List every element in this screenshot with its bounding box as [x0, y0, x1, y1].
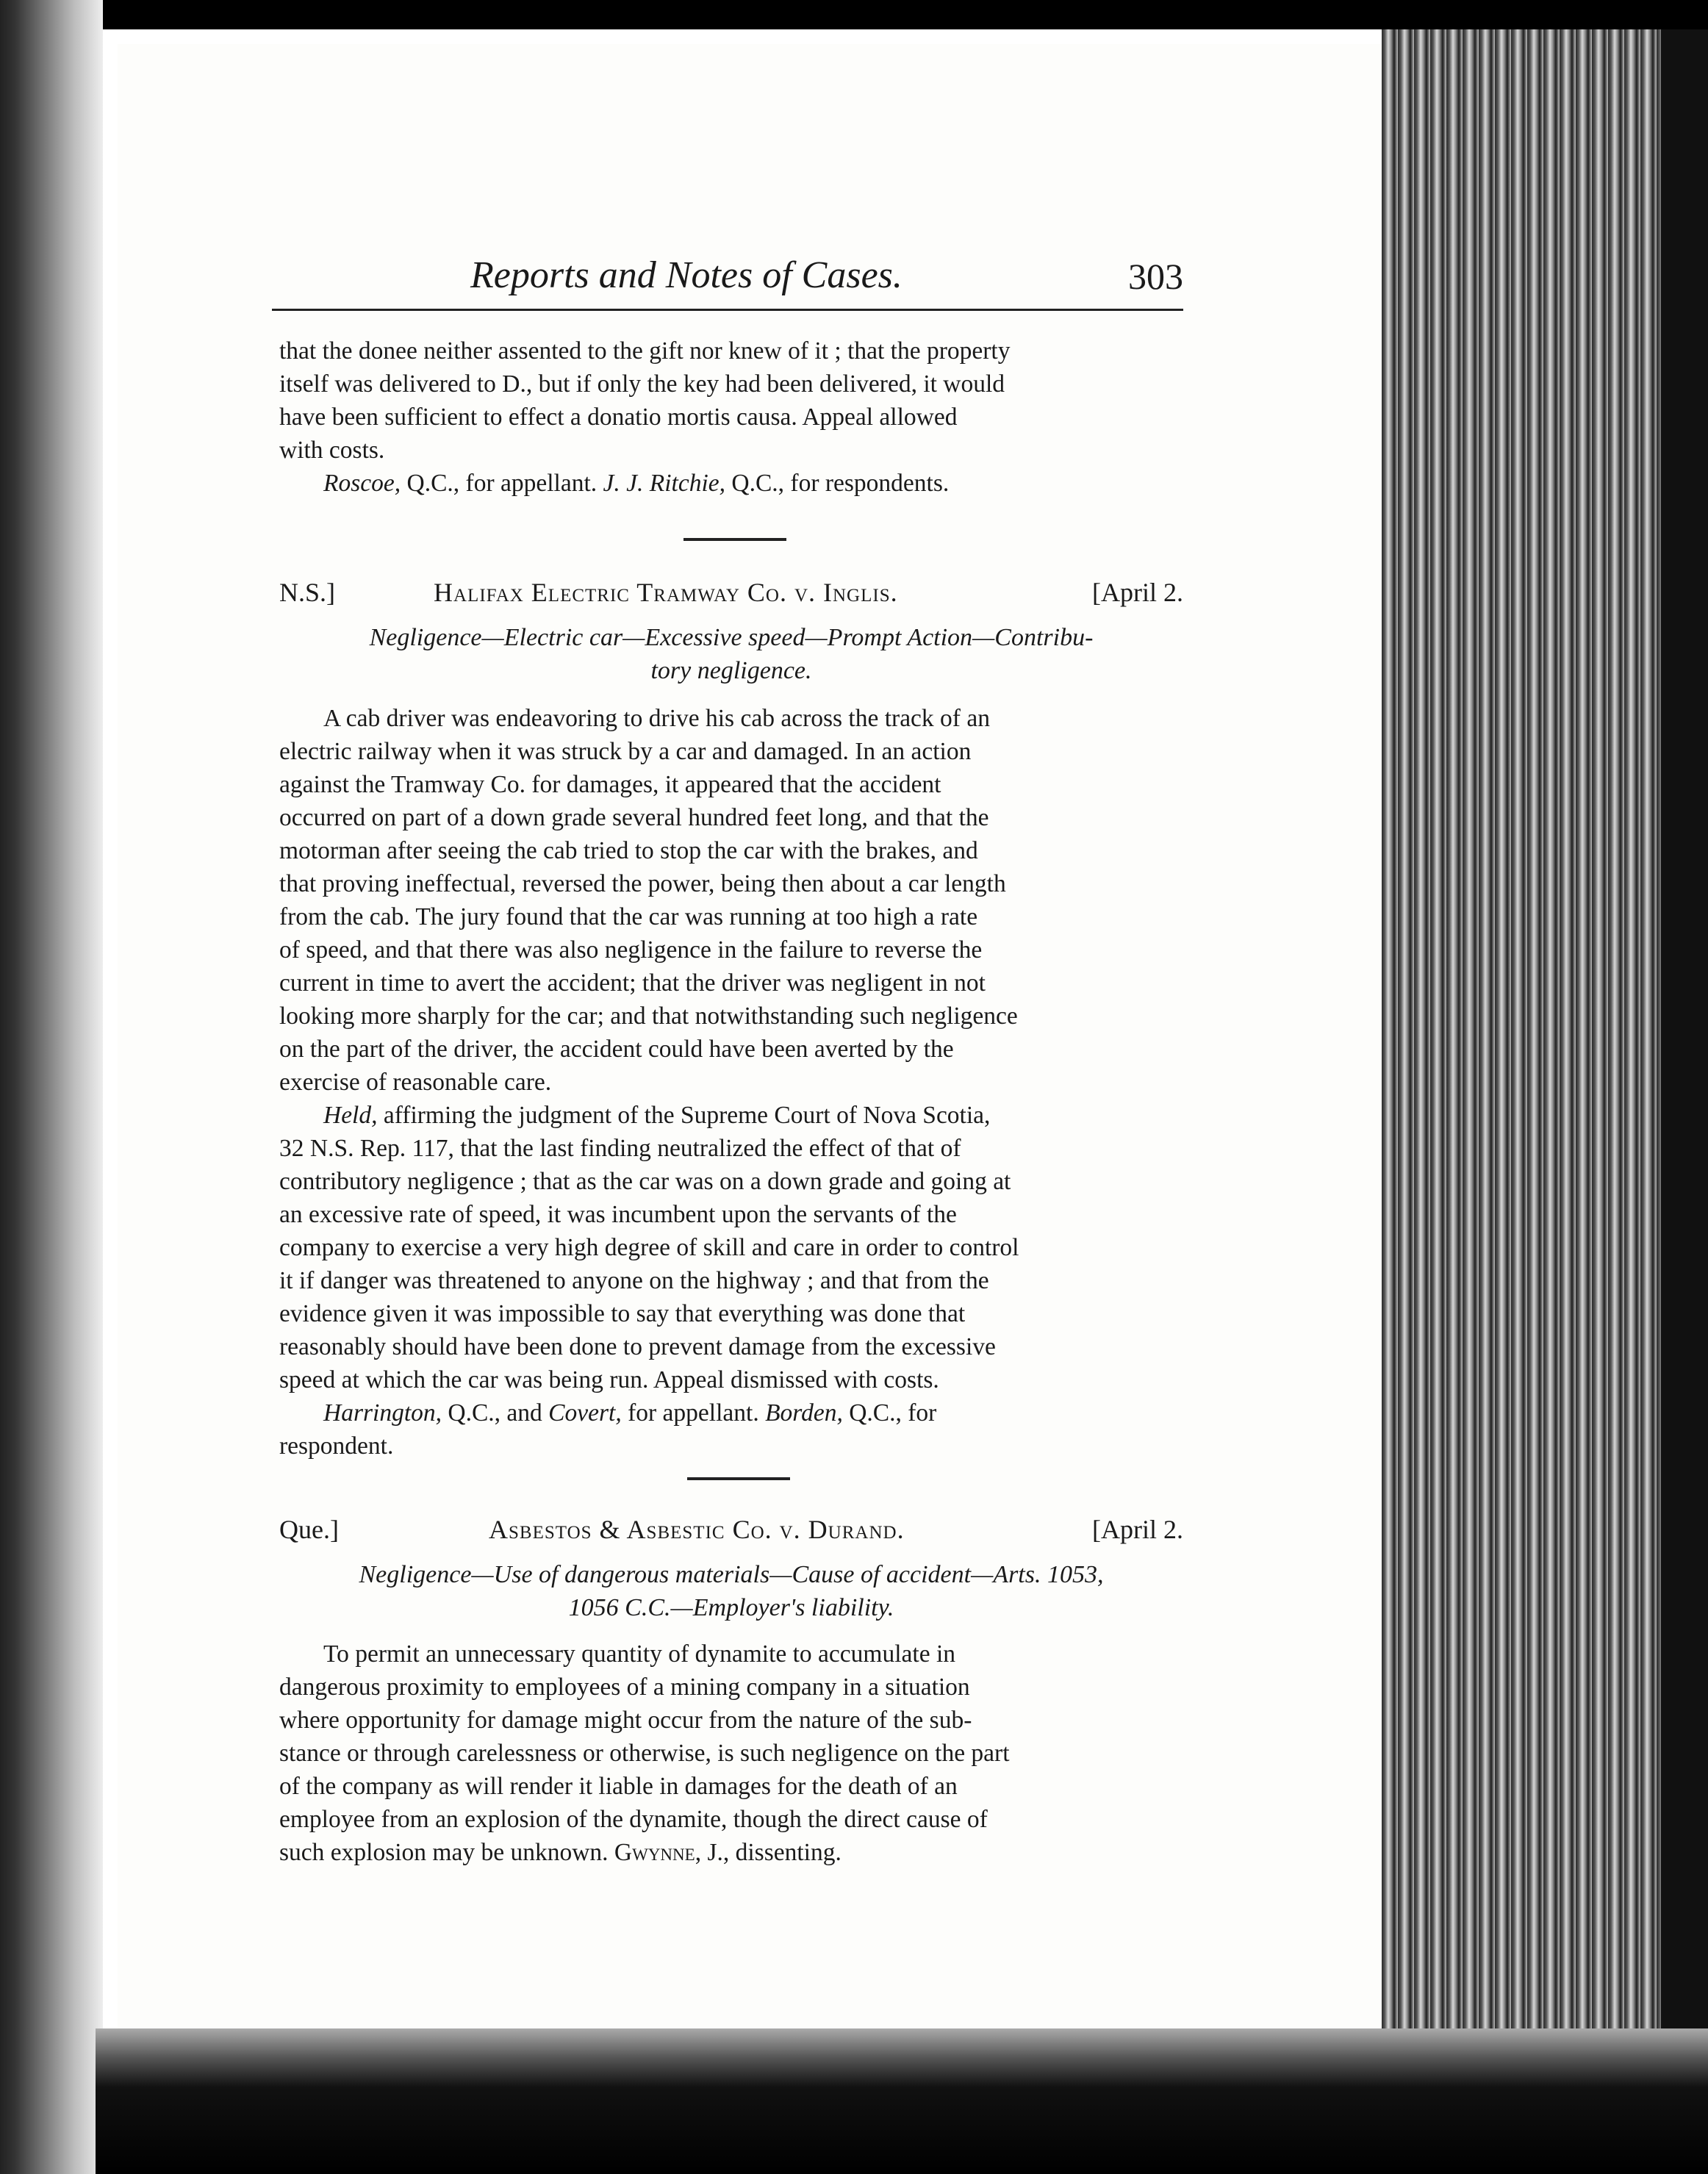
text-span: such explosion may be unknown. [279, 1839, 614, 1866]
text-line: of speed, and that there was also negligence in the failure to reverse the [279, 936, 983, 964]
catchwords-line: 1056 C.C.—Employer's liability. [568, 1594, 894, 1621]
text-line: with costs. [279, 437, 385, 464]
text-line: evidence given it was impossible to say that everything was done that [279, 1300, 966, 1327]
scan-right-border [1661, 29, 1708, 2174]
counsel-name: Covert, [548, 1399, 622, 1427]
book-page-edges [1382, 29, 1708, 2174]
case-title: Asbestos & Asbestic Co. v. Durand. [489, 1515, 905, 1544]
case-date: [April 2. [1092, 1515, 1183, 1544]
text-line: company to exercise a very high degree of skill and care in order to control [279, 1234, 1019, 1261]
court-label: Que.] [279, 1515, 339, 1544]
text-line: speed at which the car was being run. Appeal dismissed with costs. [279, 1366, 939, 1393]
text-line: 32 N.S. Rep. 117, that the last finding neutralized the effect of that of [279, 1135, 961, 1162]
held-text: affirming the judgment of the Supreme Court of Nova Scotia, [377, 1102, 991, 1129]
text-line: To permit an unnecessary quantity of dynamite to accumulate in [323, 1640, 956, 1668]
counsel-text: Q.C., for [842, 1399, 937, 1427]
text-line: of the company as will render it liable in damages for the death of an [279, 1773, 958, 1800]
continuation-paragraph [279, 334, 1183, 500]
text-line: reasonably should have been done to prevent damage from the excessive [279, 1333, 996, 1360]
counsel-line [279, 1396, 1183, 1429]
counsel-name: Borden, [765, 1399, 843, 1427]
text-line: against the Tramway Co. for damages, it appeared that the accident [279, 771, 941, 798]
catchwords [279, 621, 1183, 687]
text-line: A cab driver was endeavoring to drive his cab across the track of an [323, 705, 990, 732]
section-divider [687, 1477, 790, 1480]
catchwords-line: Negligence—Electric car—Excessive speed—Prompt Action—Contribu- [369, 624, 1094, 651]
text-line: from the cab. The jury found that the car was running at too high a rate [279, 903, 978, 930]
text-line: stance or through carelessness or otherwise, is such negligence on the part [279, 1740, 1010, 1767]
counsel-name: Roscoe, [323, 470, 401, 497]
held-word: Held, [323, 1102, 378, 1129]
counsel-name: Harrington, [323, 1399, 442, 1427]
case-body [279, 1637, 1183, 1869]
text-line: where opportunity for damage might occur from the nature of the sub- [279, 1707, 972, 1734]
case-title: Halifax Electric Tramway Co. v. Inglis. [434, 578, 898, 607]
running-title: Reports and Notes of Cases. [470, 254, 903, 296]
text-line: motorman after seeing the cab tried to stop the car with the brakes, and [279, 837, 978, 864]
text-line: that proving ineffectual, reversed the power, being then about a car length [279, 870, 1006, 897]
text-line: looking more sharply for the car; and that notwithstanding such negligence [279, 1002, 1018, 1030]
text-line: respondent. [279, 1432, 394, 1460]
text-line-last [279, 1836, 1183, 1869]
text-line: dangerous proximity to employees of a mining company in a situation [279, 1673, 970, 1701]
text-span: dissenting. [729, 1839, 842, 1866]
text-line: that the donee neither assented to the gift nor knew of it ; that the property [279, 337, 1011, 365]
case-heading [279, 577, 1183, 614]
text-line: itself was delivered to D., but if only the key had been delivered, it would [279, 370, 1005, 398]
catchwords-line: Negligence—Use of dangerous materials—Cause of accident—Arts. 1053, [359, 1561, 1104, 1588]
text-line: contributory negligence ; that as the car was on a down grade and going at [279, 1168, 1011, 1195]
counsel-text: Q.C., for respondents. [725, 470, 950, 497]
catchwords [279, 1558, 1183, 1624]
case-body [279, 702, 1183, 1463]
running-header [456, 254, 1183, 305]
header-rule [272, 309, 1183, 311]
case-heading [279, 1514, 1183, 1551]
counsel-name: J. J. Ritchie, [603, 470, 726, 497]
scan-left-edge [0, 0, 103, 2174]
text-line: on the part of the driver, the accident could have been averted by the [279, 1036, 954, 1063]
text-line: electric railway when it was struck by a car and damaged. In an action [279, 738, 972, 765]
judge-name: Gwynne, J., [614, 1839, 730, 1866]
counsel-line [279, 467, 1183, 500]
held-line [279, 1099, 1183, 1132]
court-label: N.S.] [279, 578, 336, 607]
scan-bottom-border [96, 2028, 1708, 2174]
scan-top-border [0, 0, 1708, 29]
catchwords-line: tory negligence. [650, 657, 812, 684]
text-line: exercise of reasonable care. [279, 1069, 552, 1096]
page-number: 303 [1128, 256, 1183, 297]
text-line: an excessive rate of speed, it was incumbent upon the servants of the [279, 1201, 957, 1228]
text-line: have been sufficient to effect a donatio mortis causa. Appeal allowed [279, 403, 958, 431]
text-line: it if danger was threatened to anyone on the highway ; and that from the [279, 1267, 989, 1294]
section-divider [683, 538, 786, 541]
counsel-text: for appellant. [621, 1399, 766, 1427]
case-date: [April 2. [1092, 578, 1183, 607]
text-line: current in time to avert the accident; that the driver was negligent in not [279, 969, 986, 997]
counsel-text: Q.C., and [442, 1399, 549, 1427]
text-line: occurred on part of a down grade several hundred feet long, and that the [279, 804, 989, 831]
text-line: employee from an explosion of the dynamite, though the direct cause of [279, 1806, 988, 1833]
counsel-text: Q.C., for appellant. [401, 470, 603, 497]
